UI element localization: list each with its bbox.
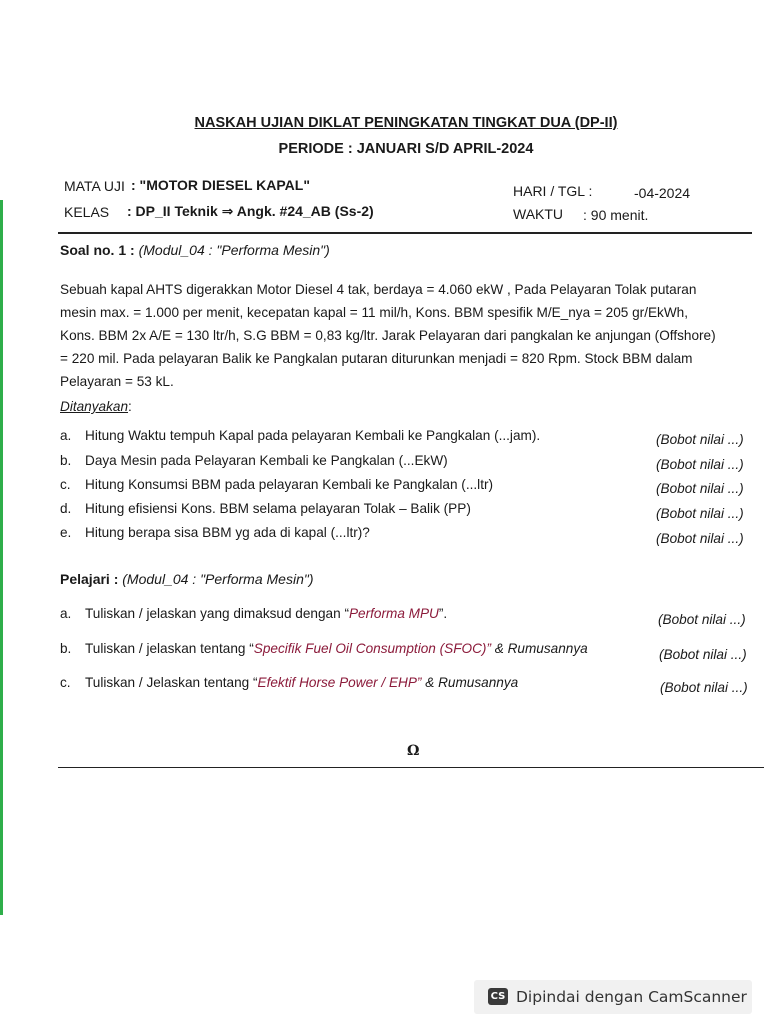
question-letter: e. — [60, 525, 72, 540]
question-letter: a. — [60, 428, 72, 443]
pelajari-item-suffix: ”. — [438, 606, 448, 621]
question-weight: (Bobot nilai ...) — [656, 432, 744, 447]
hari-label: HARI / TGL : — [513, 183, 593, 199]
pelajari-letter: c. — [60, 675, 71, 690]
kelas-label: KELAS — [64, 204, 110, 220]
pelajari-item-highlight: Performa MPU — [348, 606, 439, 621]
camscanner-watermark — [474, 980, 752, 1014]
pelajari-item-prefix: Tuliskan / Jelaskan tentang “ — [85, 675, 258, 690]
hari-value: -04-2024 — [634, 185, 691, 201]
mata-uji-label: MATA UJI — [64, 178, 125, 194]
pelajari-item — [85, 675, 518, 690]
question-text: Hitung Waktu tempuh Kapal pada pelayaran Kembali ke Pangkalan (...jam). — [85, 428, 541, 443]
ditanyakan — [60, 399, 132, 414]
question-text: Hitung efisiensi Kons. BBM selama pelayaran Tolak – Balik (PP) — [85, 501, 471, 516]
pelajari-weight: (Bobot nilai ...) — [660, 680, 748, 695]
soal-line: Pelayaran = 53 kL. — [60, 374, 174, 389]
pelajari-item-suffix: & Rumusannya — [421, 675, 519, 690]
pelajari-item-prefix: Tuliskan / jelaskan tentang “ — [85, 641, 254, 656]
exam-period: PERIODE : JANUARI S/D APRIL-2024 — [278, 141, 534, 157]
soal-heading-module: (Modul_04 : "Performa Mesin") — [138, 242, 330, 258]
pelajari-weight: (Bobot nilai ...) — [658, 612, 746, 627]
question-weight: (Bobot nilai ...) — [656, 506, 744, 521]
scan-edge — [0, 200, 3, 915]
pelajari-weight: (Bobot nilai ...) — [659, 647, 747, 662]
header-divider — [58, 232, 752, 234]
pelajari-item-highlight: Efektif Horse Power / EHP” — [257, 675, 422, 690]
camscanner-text: Dipindai dengan CamScanner — [516, 988, 747, 1006]
pelajari-heading-module: (Modul_04 : "Performa Mesin") — [122, 571, 314, 587]
question-text: Hitung berapa sisa BBM yg ada di kapal (...ltr)? — [85, 525, 370, 540]
question-text: Hitung Konsumsi BBM pada pelayaran Kembali ke Pangkalan (...ltr) — [85, 477, 494, 492]
question-letter: c. — [60, 477, 71, 492]
pelajari-item — [85, 641, 588, 656]
question-weight: (Bobot nilai ...) — [656, 481, 744, 496]
soal-line: Kons. BBM 2x A/E = 130 ltr/h, S.G BBM = 0,83 kg/ltr. Jarak Pelayaran dari pangkalan ke anjungan (Offshore) — [60, 328, 716, 343]
pelajari-item-prefix: Tuliskan / jelaskan yang dimaksud dengan “ — [85, 606, 349, 621]
soal-paragraph — [60, 278, 756, 393]
soal-heading-label: Soal no. 1 : — [60, 242, 135, 258]
question-text: Daya Mesin pada Pelayaran Kembali ke Pangkalan (...EkW) — [85, 453, 448, 468]
question-weight: (Bobot nilai ...) — [656, 457, 744, 472]
exam-title: NASKAH UJIAN DIKLAT PENINGKATAN TINGKAT DUA (DP-II) — [194, 115, 618, 131]
pelajari-letter: b. — [60, 641, 72, 656]
ditanyakan-colon: : — [128, 399, 132, 414]
pelajari-letter: a. — [60, 606, 72, 621]
kelas-value: : DP_II Teknik ⇒ Angk. #24_AB (Ss-2) — [127, 203, 374, 219]
camscanner-logo-icon: CS — [488, 988, 508, 1005]
pelajari-item-suffix: & Rumusannya — [490, 641, 588, 656]
waktu-value: : 90 menit. — [583, 207, 649, 223]
question-letter: b. — [60, 453, 72, 468]
mata-uji-value: : "MOTOR DIESEL KAPAL" — [131, 177, 310, 193]
question-letter: d. — [60, 501, 72, 516]
pelajari-item — [85, 606, 447, 621]
ditanyakan-label: Ditanyakan — [60, 399, 129, 414]
soal-line: mesin max. = 1.000 per menit, kecepatan kapal = 11 mil/h, Kons. BBM spesifik M/E_nya = 205 gr/EkWh, — [60, 305, 689, 320]
omega-symbol: Ω — [407, 743, 420, 759]
pelajari-heading — [60, 571, 314, 587]
pelajari-item-highlight: Specifik Fuel Oil Consumption (SFOC)” — [253, 641, 491, 656]
soal-line: Sebuah kapal AHTS digerakkan Motor Diesel 4 tak, berdaya = 4.060 ekW , Pada Pelayaran Tolak putaran — [60, 282, 697, 297]
footer-divider — [58, 767, 764, 768]
pelajari-heading-label: Pelajari : — [60, 571, 119, 587]
question-weight: (Bobot nilai ...) — [656, 531, 744, 546]
soal-line: = 220 mil. Pada pelayaran Balik ke Pangkalan putaran diturunkan menjadi = 820 Rpm. Stock BBM dalam — [60, 351, 693, 366]
soal-heading — [60, 242, 330, 258]
waktu-label: WAKTU — [513, 206, 564, 222]
